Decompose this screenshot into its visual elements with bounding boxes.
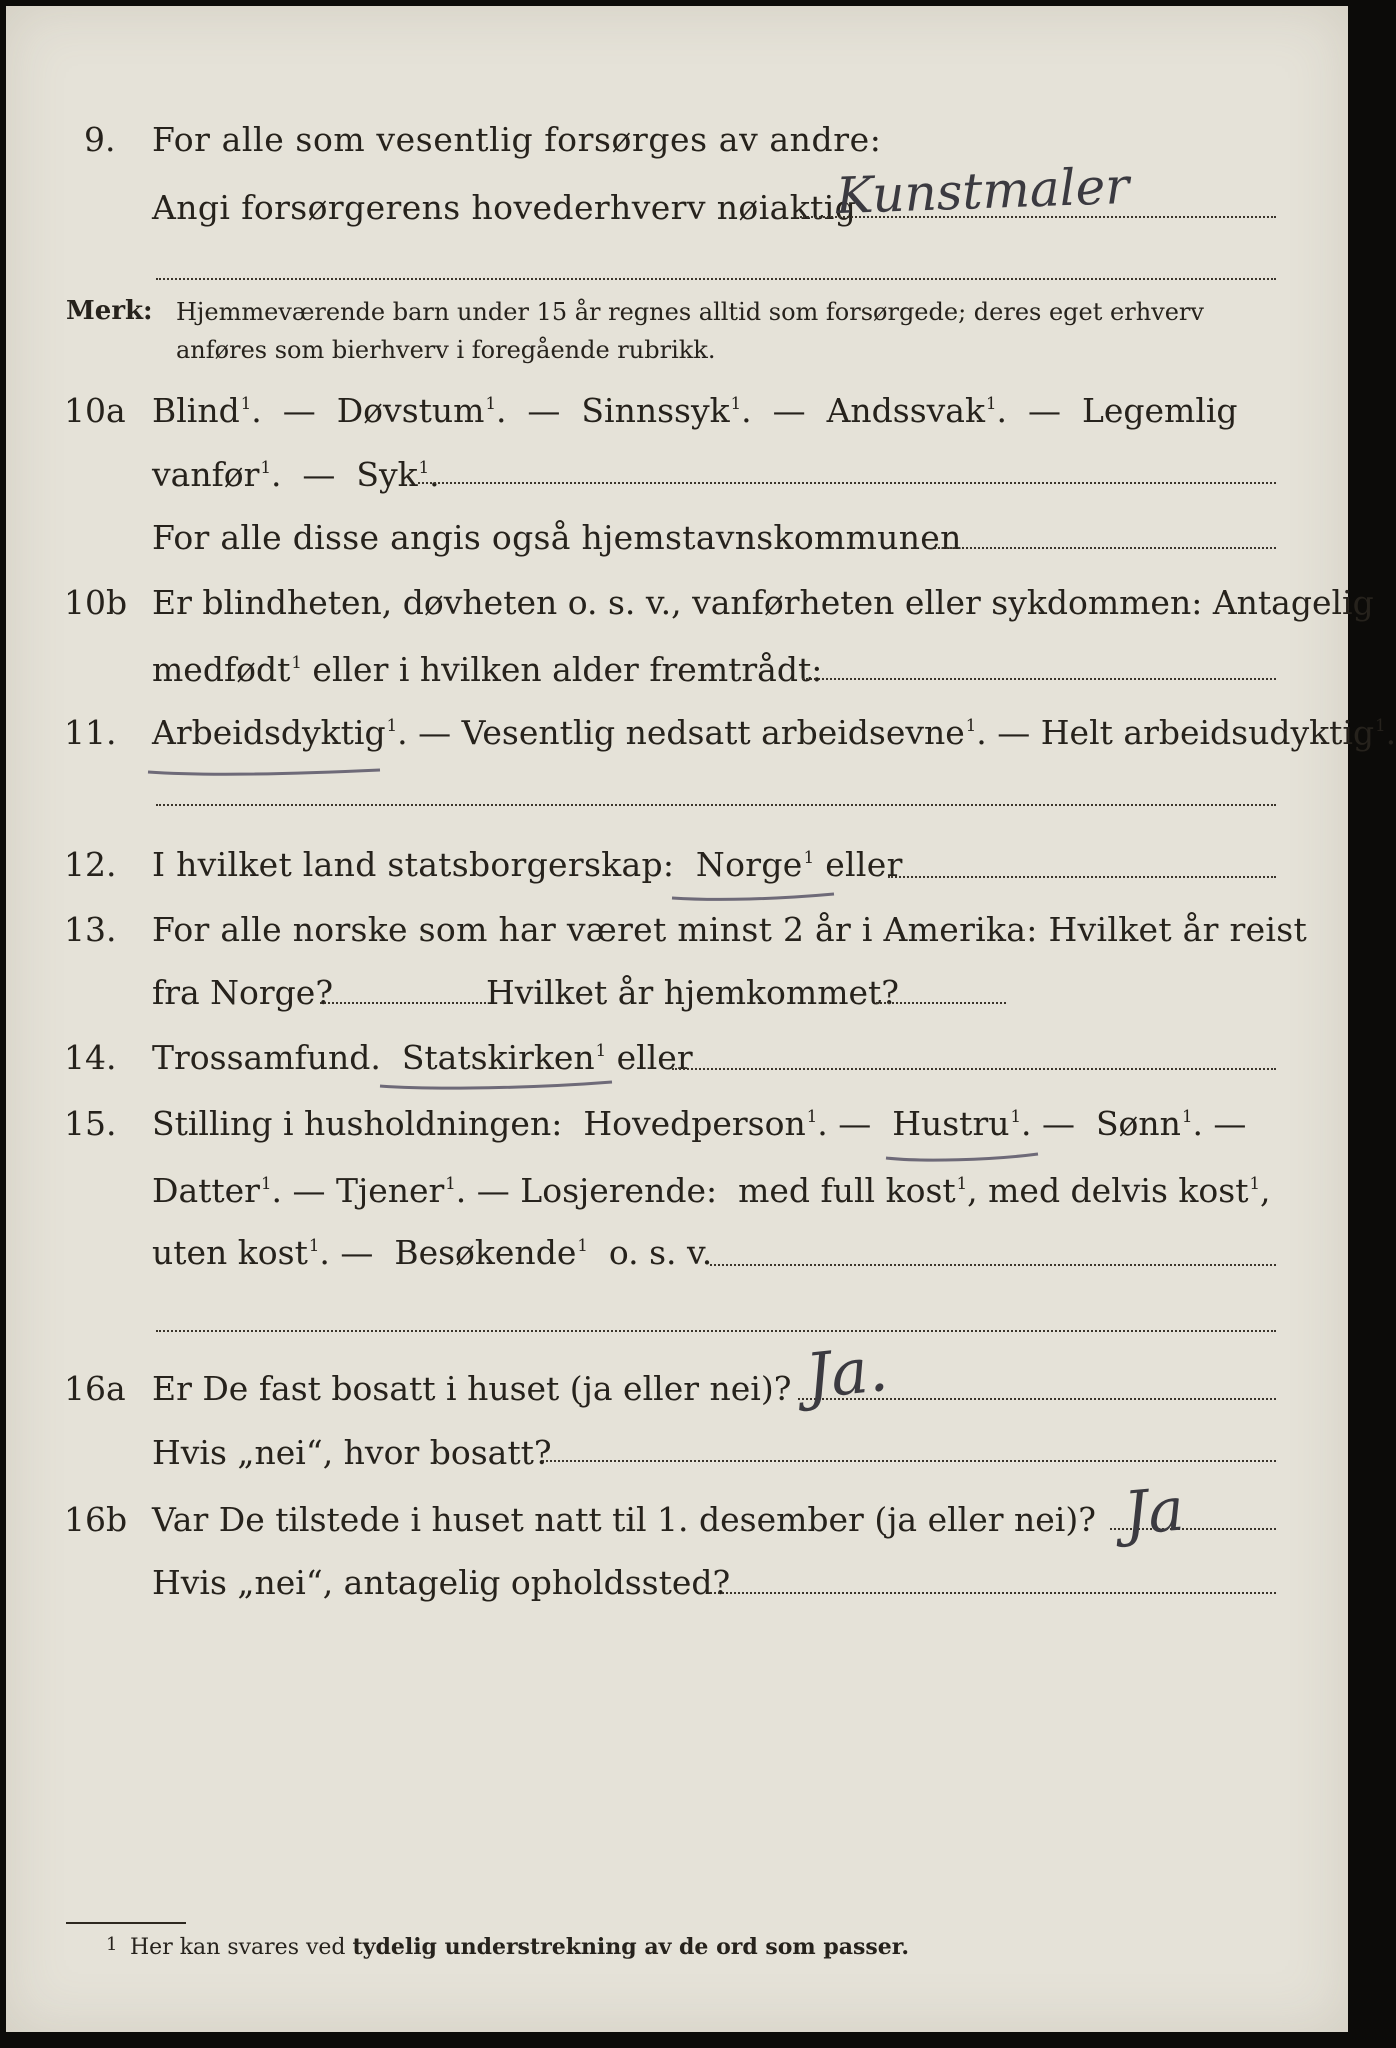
q11-handwritten-underline — [144, 758, 384, 782]
merk-line1: Hjemmeværende barn under 15 år regnes alltid som forsørgede; deres eget erhverv — [176, 298, 1204, 326]
q14-line: Trossamfund. Statskirken$^1$ eller — [152, 1038, 693, 1077]
q15-line1: Stilling i husholdningen: Hovedperson$^1$. — Hustru$^1$. — Sønn$^1$. — — [152, 1104, 1247, 1143]
q16b-number: 16b — [64, 1500, 128, 1539]
footnote-rule — [66, 1922, 186, 1924]
q15-fill-line — [156, 1330, 1276, 1332]
q14-number: 14. — [64, 1038, 117, 1077]
merk-label: Merk: — [66, 296, 153, 326]
q10a-line1: Blind$^1$. — Døvstum$^1$. — Sinnssyk$^1$. — Andssvak$^1$. — Legemlig — [152, 391, 1238, 430]
q16a-line2-fill — [542, 1458, 1276, 1462]
q14-fill — [672, 1066, 1276, 1070]
q16b-line2: Hvis „nei“, antagelig opholdssted? — [152, 1563, 731, 1602]
q16a-line2: Hvis „nei“, hvor bosatt? — [152, 1433, 552, 1472]
q16a-line1: Er De fast bosatt i huset (ja eller nei)? — [152, 1369, 792, 1408]
q15-line2: Datter$^1$. — Tjener$^1$. — Losjerende: med full kost$^1$, med delvis kost$^1$, — [152, 1171, 1271, 1210]
q10b-number: 10b — [64, 583, 128, 622]
q9-line1: For alle som vesentlig forsørges av andre: — [152, 120, 882, 159]
q13-line2-b: Hvilket år hjemkommet? — [486, 973, 899, 1012]
q12-handwritten-underline — [668, 886, 838, 906]
q13-year-returned-fill — [876, 1000, 1006, 1004]
q10a-line2-fill — [418, 480, 1276, 484]
q13-number: 13. — [64, 910, 117, 949]
q9-number: 9. — [84, 120, 116, 159]
q9-line2: Angi forsørgerens hovederhverv nøiaktig — [152, 188, 857, 227]
q16b-line1: Var De tilstede i huset natt til 1. desember (ja eller nei)? — [152, 1500, 1096, 1539]
q16b-handwritten-answer: Ja — [1121, 1474, 1187, 1550]
footnote-mark: 1 — [106, 1934, 118, 1955]
q12-fill — [888, 874, 1276, 878]
q10a-number: 10a — [64, 391, 126, 430]
q11-fill-line — [156, 804, 1276, 806]
census-form-page — [6, 6, 1396, 2032]
q16a-handwritten-answer: Ja. — [802, 1331, 892, 1414]
q10a-line3: For alle disse angis også hjemstavnskommunen — [152, 518, 962, 557]
q9-handwritten-answer: Kunstmaler — [835, 156, 1131, 226]
q16a-number: 16a — [64, 1369, 126, 1408]
q10b-line1: Er blindheten, døvheten o. s. v., vanførheten eller sykdommen: Antagelig — [152, 583, 1374, 622]
q10a-line3-fill — [934, 545, 1276, 549]
merk-line2: anføres som bierhverv i foregående rubrikk. — [176, 336, 716, 364]
q10b-line2-fill — [802, 676, 1276, 680]
q15-line3-fill — [710, 1262, 1276, 1266]
q12-number: 12. — [64, 845, 117, 884]
q11-line: Arbeidsdyktig$^1$. — Vesentlig nedsatt arbeidsevne$^1$. — Helt arbeidsudyktig$^1$. — [152, 713, 1396, 752]
separator-line — [156, 278, 1276, 280]
q14-handwritten-underline — [376, 1072, 616, 1094]
q10b-line2: medfødt$^1$ eller i hvilken alder fremtrådt: — [152, 650, 823, 689]
q13-year-left-fill — [320, 1000, 486, 1004]
q15-number: 15. — [64, 1104, 117, 1143]
q15-handwritten-underline — [882, 1146, 1042, 1168]
footnote-text: Her kan svares ved tydelig understrekning av de ord som passer. — [130, 1934, 910, 1960]
q15-line3: uten kost$^1$. — Besøkende$^1$ o. s. v. — [152, 1233, 713, 1272]
q16b-line2-fill — [710, 1590, 1276, 1594]
q13-line1: For alle norske som har været minst 2 år i Amerika: Hvilket år reist — [152, 910, 1308, 949]
q10a-line2: vanfør$^1$. — Syk$^1$. — [152, 455, 440, 494]
q11-number: 11. — [64, 713, 117, 752]
q12-line: I hvilket land statsborgerskap: Norge$^1$ eller — [152, 845, 903, 884]
q13-line2-a: fra Norge? — [152, 973, 334, 1012]
